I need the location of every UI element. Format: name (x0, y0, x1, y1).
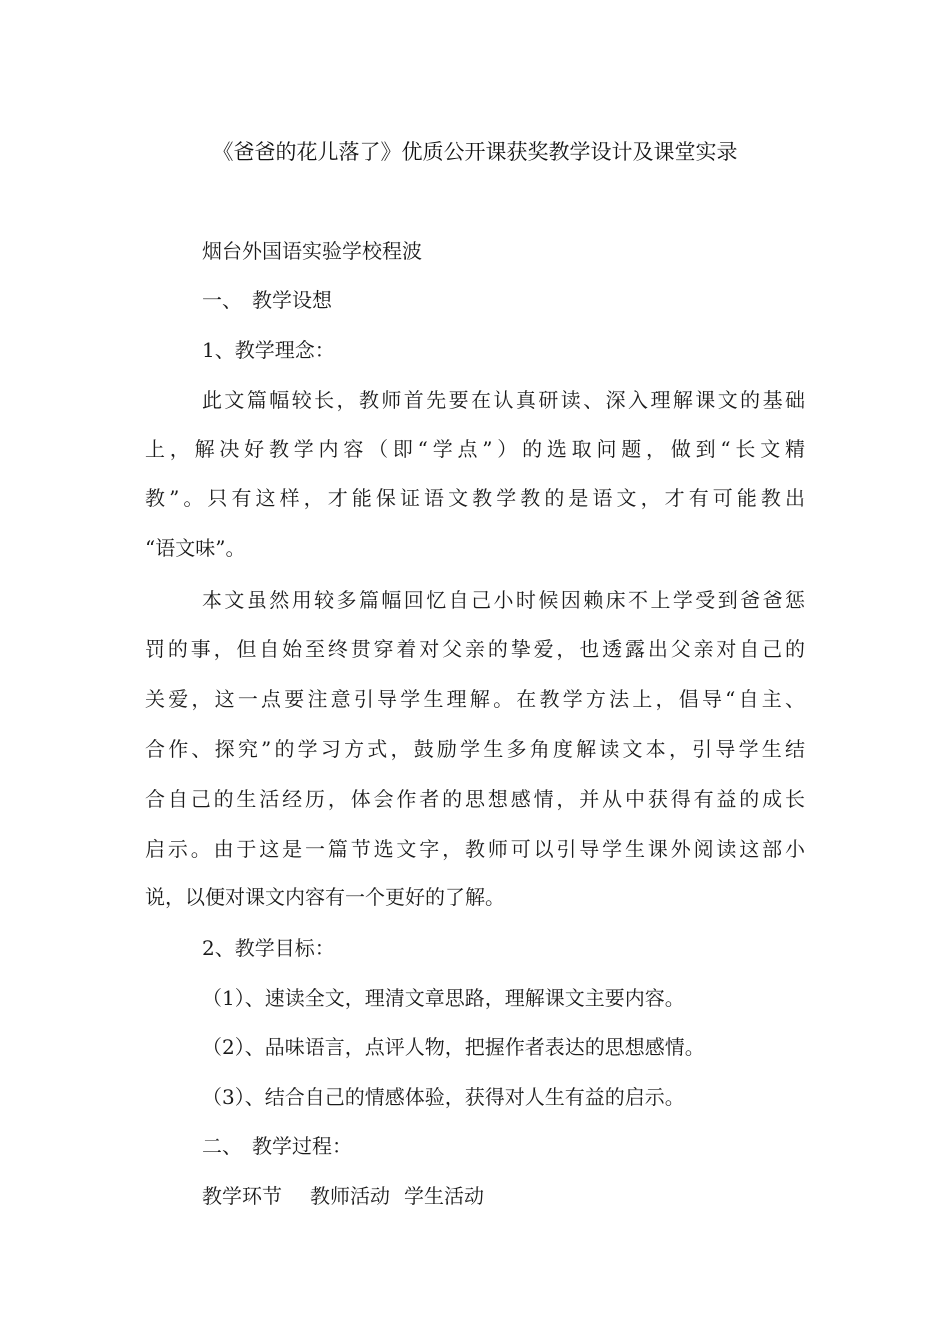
paragraph-2-line-7: 说，以便对课文内容有一个更好的了解。 (145, 885, 505, 909)
table-header-teacher-activity: 教师活动 (310, 1184, 390, 1208)
paragraph-2-line-1: 本文虽然用较多篇幅回忆自己小时候因赖床不上学受到爸爸惩 (202, 588, 805, 612)
table-header-row (202, 1176, 805, 1216)
subheading-teaching-goals: 2、教学目标： (202, 936, 335, 960)
section-heading-1: 一、 教学设想 (202, 288, 332, 312)
table-header-student-activity: 学生活动 (404, 1184, 484, 1208)
goal-item-1: （1）、速读全文，理清文章思路，理解课文主要内容。 (202, 986, 685, 1010)
paragraph-1-line-1: 此文篇幅较长，教师首先要在认真研读、深入理解课文的基础 (202, 388, 805, 412)
paragraph-2-line-2: 罚的事，但自始至终贯穿着对父亲的挚爱，也透露出父亲对自己的 (145, 637, 805, 661)
section-heading-2: 二、 教学过程： (202, 1134, 352, 1158)
paragraph-1-line-2: 上，解决好教学内容（即“学点”）的选取问题，做到“长文精 (145, 437, 805, 461)
document-title: 《爸爸的花儿落了》优质公开课获奖教学设计及课堂实录 (212, 140, 738, 164)
table-header-stage: 教学环节 (202, 1184, 282, 1208)
paragraph-2-line-3: 关爱，这一点要注意引导学生理解。在教学方法上，倡导“自主、 (145, 687, 805, 711)
paragraph-2-line-5: 合自己的生活经历，体会作者的思想感情，并从中获得有益的成长 (145, 787, 805, 811)
paragraph-2-line-4: 合作、探究”的学习方式，鼓励学生多角度解读文本，引导学生结 (145, 737, 805, 761)
paragraph-1-line-4: “语文味”。 (145, 536, 246, 560)
paragraph-1-line-3: 教”。只有这样，才能保证语文教学教的是语文，才有可能教出 (145, 486, 805, 510)
goal-item-2: （2）、品味语言，点评人物，把握作者表达的思想感情。 (202, 1035, 705, 1059)
author-line: 烟台外国语实验学校程波 (202, 239, 422, 263)
paragraph-2-line-6: 启示。由于这是一篇节选文字，教师可以引导学生课外阅读这部小 (145, 837, 805, 861)
goal-item-3: （3）、结合自己的情感体验，获得对人生有益的启示。 (202, 1085, 685, 1109)
subheading-teaching-concept: 1、教学理念： (202, 338, 335, 362)
